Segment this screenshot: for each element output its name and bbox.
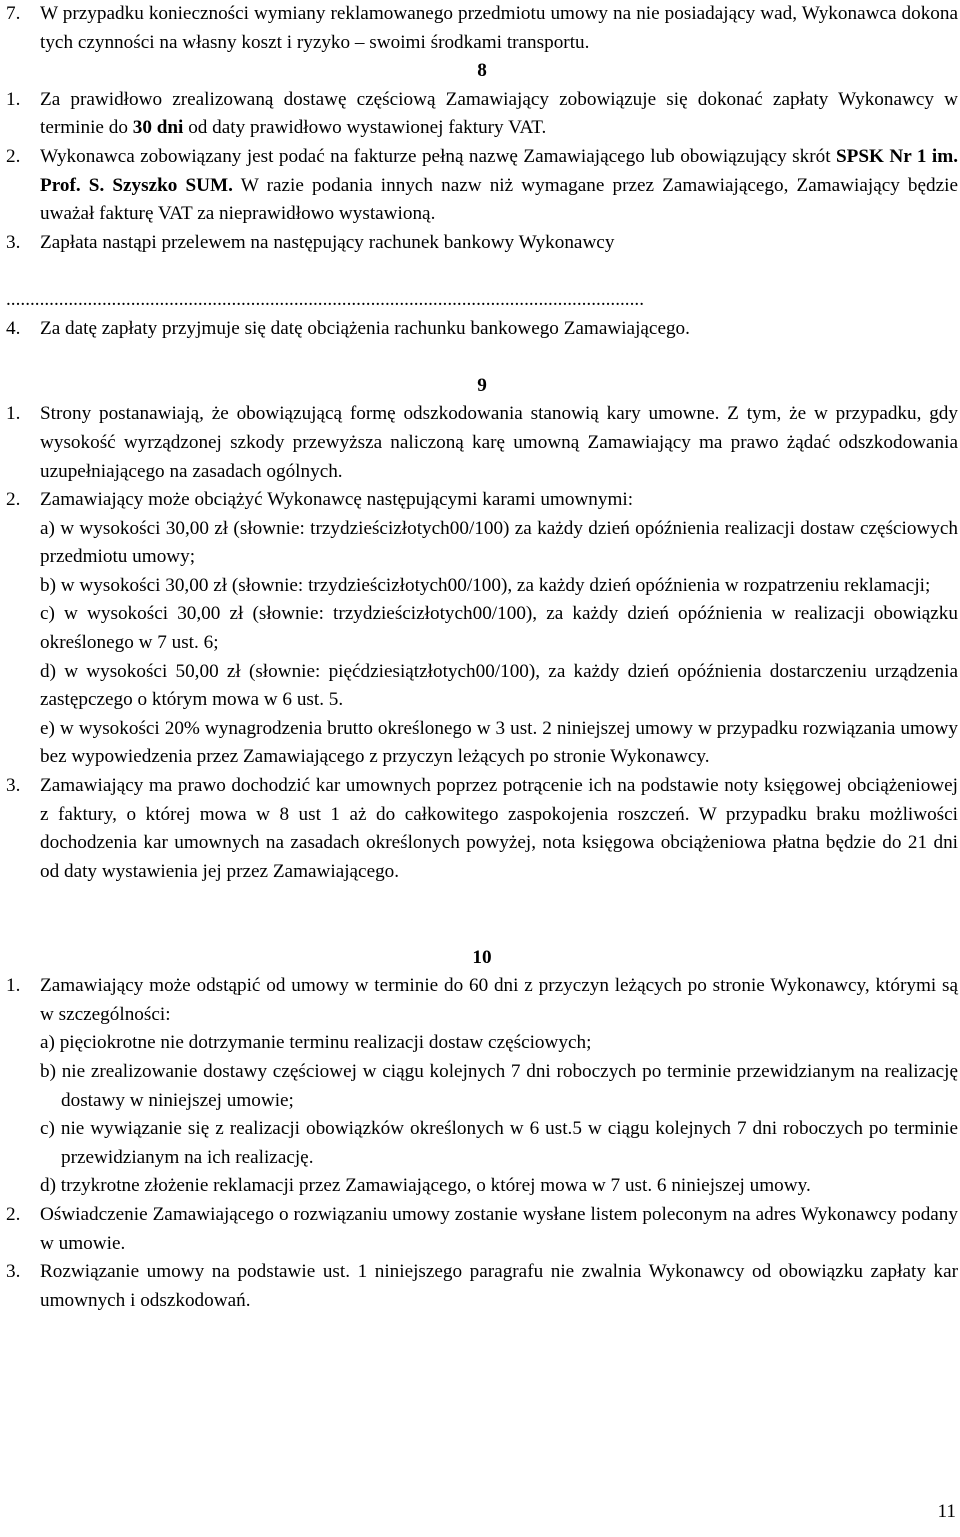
item-number: 7. [6, 3, 21, 24]
item-number: 4. [6, 317, 21, 339]
penalty-e: e) w wysokości 20% wynagrodzenia brutto określonego w 3 ust. 2 niniejszej umowy w przypadku rozwiązania umowy bez wypowiedzenia przez Zamawiającego z przyczyn leżących po stronie Wykonawcy. [40, 717, 958, 768]
clause-9-1 [6, 400, 958, 486]
text-part: Wykonawca zobowiązany jest podać na fakturze pełną nazwę Zamawiającego lub obowiązujący skrót [40, 145, 836, 167]
item-number: 2. [6, 1203, 21, 1225]
buyer-abbreviation: SPSK Nr 1 im. Prof. S. Szyszko SUM. [40, 145, 958, 196]
penalty-d: d) w wysokości 50,00 zł (słownie: pięćdziesiątzłotych00/100), za każdy dzień opóźnienia dostarczeniu urządzenia zastępczego o którym mowa w 6 ust. 5. [40, 660, 958, 711]
item-text [40, 86, 958, 143]
item-number: 3. [6, 231, 21, 253]
item-text: Za datę zapłaty przyjmuje się datę obciążenia rachunku bankowego Zamawiającego. [40, 317, 690, 339]
item-text: W przypadku konieczności wymiany reklamowanego przedmiotu umowy na nie posiadający wad, Wykonawca dokona tych czynności na własny koszt i ryzyko – swoimi środkami transportu. [40, 3, 958, 53]
item-number: 1. [6, 975, 21, 997]
item-text [40, 972, 958, 1201]
item-number: 3. [6, 775, 21, 797]
bank-account-blank [6, 286, 958, 315]
clause-8-3 [6, 229, 958, 258]
text-part: Za prawidłowo zrealizowaną dostawę częściową Zamawiający zobowiązuje się dokonać zapłaty Wykonawcy w terminie do [40, 88, 958, 139]
item-number: 1. [6, 403, 21, 425]
item-text: Rozwiązanie umowy na podstawie ust. 1 niniejszego paragrafu nie zwalnia Wykonawcy od obowiązku zapłaty kar umownych i odszkodowań. [40, 1261, 958, 1311]
text-part: W razie podania innych nazw niż wymagane przez Zamawiającego, Zamawiający będzie uważał fakturę VAT za nieprawidłowo wystawioną. [40, 174, 958, 225]
clause-9-2 [6, 486, 958, 772]
section-9-heading: 9 [477, 374, 487, 396]
text-part: od daty prawidłowo wystawionej faktury VAT. [183, 117, 547, 139]
withdrawal-a: a) pięciokrotne nie dotrzymanie terminu realizacji dostaw częściowych; [40, 1032, 592, 1054]
payment-term: 30 dni [132, 117, 184, 139]
penalty-b: b) w wysokości 30,00 zł (słownie: trzydzieścizłotych00/100), za każdy dzień opóźnienia w rozpatrzeniu reklamacji; [40, 574, 931, 596]
spacer [6, 915, 958, 944]
item-number: 2. [6, 145, 21, 167]
item-text: Strony postanawiają, że obowiązującą formę odszkodowania stanowią kary umowne. Z tym, że w przypadku, gdy wysokość wyrządzonej szkody przewyższa naliczoną karę umowną Zamawiający ma prawo żądać odszkodowania uzupełniającego na zasadach ogólnych. [40, 403, 958, 482]
penalty-a: a) w wysokości 30,00 zł (słownie: trzydzieścizłotych00/100) za każdy dzień opóźnienia realizacji dostaw częściowych przedmiotu umowy; [40, 517, 958, 568]
item-text [40, 486, 958, 772]
spacer [6, 257, 958, 286]
spacer [6, 886, 958, 915]
penalty-c: c) w wysokości 30,00 zł (słownie: trzydzieścizłotych00/100), za każdy dzień opóźnienia w realizacji obowiązku określonego w 7 ust. 6; [40, 603, 958, 654]
item-text: Zamawiający ma prawo dochodzić kar umownych poprzez potrącenie ich na podstawie noty księgowej obciążeniowej z faktury, o której mowa w 8 ust 1 aż do całkowitego zaspokojenia roszczeń. W przypadku braku możliwości dochodzenia kar umownych na zasadach określonych powyżej, nota księgowa obciążeniowa płatna będzie do 21 dni od daty wystawienia jej przez Zamawiającego. [40, 775, 958, 882]
clause-10-2 [6, 1201, 958, 1258]
penalty-intro: Zamawiający może obciążyć Wykonawcę następującymi karami umownymi: [40, 489, 634, 511]
spacer [6, 343, 958, 372]
item-text: Zapłata nastąpi przelewem na następujący rachunek bankowy Wykonawcy [40, 231, 615, 253]
section-8-heading: 8 [477, 60, 487, 82]
item-text: Oświadczenie Zamawiającego o rozwiązaniu umowy zostanie wysłane listem poleconym na adres Wykonawcy podany w umowie. [40, 1203, 958, 1254]
item-number: 3. [6, 1261, 21, 1283]
clause-9-3 [6, 772, 958, 886]
clause-10-1 [6, 972, 958, 1201]
withdrawal-intro: Zamawiający może odstąpić od umowy w terminie do 60 dni z przyczyn leżących po stronie Wykonawcy, którymi są w szczególności: [40, 975, 958, 1025]
withdrawal-d: d) trzykrotne złożenie reklamacji przez Zamawiającego, o której mowa w 7 ust. 6 niniejszej umowy. [40, 1175, 811, 1197]
item-number: 1. [6, 88, 21, 110]
clause-8-1 [6, 86, 958, 143]
withdrawal-c: c) nie wywiązanie się z realizacji obowiązków określonych w 6 ust.5 w ciągu kolejnych 7 dni roboczych po terminie przewidzianym na ich realizację. [40, 1118, 958, 1168]
clause-8-2 [6, 143, 958, 229]
section-10-heading: 10 [472, 946, 492, 968]
clause-8-4 [6, 315, 958, 344]
withdrawal-b: b) nie zrealizowanie dostawy częściowej w ciągu kolejnych 7 dni roboczych po terminie przewidzianym na realizację dostawy w niniejszej umowie; [40, 1060, 958, 1111]
item-text [40, 143, 958, 229]
dotted-line: ..................................................................................................................................... [6, 288, 644, 310]
clause-10-3 [6, 1258, 958, 1315]
clause-7 [6, 0, 958, 57]
item-number: 2. [6, 489, 21, 511]
page-number: 11 [937, 1501, 956, 1522]
